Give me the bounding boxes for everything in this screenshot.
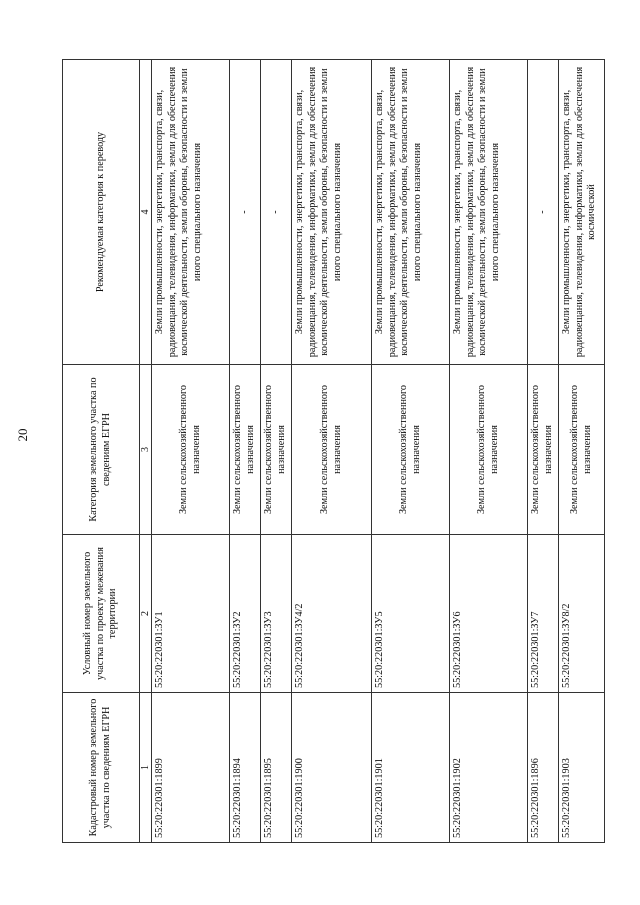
table-header-row (63, 60, 140, 843)
conditional-number-cell: 55:20:220301:ЗУ1 (152, 535, 230, 693)
conditional-number-cell: 55:20:220301:ЗУ6 (450, 535, 528, 693)
column-number: 1 (140, 693, 152, 843)
conditional-number-cell: 55:20:220301:ЗУ2 (230, 535, 261, 693)
recommended-category-cell: - (261, 60, 292, 365)
recommended-category-cell: Земли промышленности, энергетики, транспорта, связи, радиовещания, телевидения, информатики, земли для обеспечения космической деятельности, земли обороны, безопасности и земли иного специального назначения (372, 60, 450, 365)
conditional-number-cell: 55:20:220301:ЗУ7 (528, 535, 559, 693)
conditional-number-cell: 55:20:220301:ЗУ8/2 (559, 535, 605, 693)
table-row (528, 60, 559, 843)
table-row (372, 60, 450, 843)
page-number: 20 (15, 428, 30, 442)
header-cadastral-number: Кадастровый номер земельного участка по сведениям ЕГРН (63, 693, 140, 843)
conditional-number-cell: 55:20:220301:ЗУ5 (372, 535, 450, 693)
table-row (261, 60, 292, 843)
cadastral-number-cell: 55:20:220301:1899 (152, 693, 230, 843)
table-row (559, 60, 605, 843)
cadastral-number-cell: 55:20:220301:1894 (230, 693, 261, 843)
conditional-number-cell: 55:20:220301:ЗУ4/2 (292, 535, 372, 693)
land-category-table (62, 59, 605, 843)
cadastral-number-cell: 55:20:220301:1901 (372, 693, 450, 843)
header-land-category: Категория земельного участка по сведениям ЕГРН (63, 365, 140, 535)
rotated-table-wrapper (62, 60, 598, 843)
recommended-category-cell: - (230, 60, 261, 365)
table-row (230, 60, 261, 843)
land-category-cell: Земли сельскохозяйственного назначения (292, 365, 372, 535)
cadastral-number-cell: 55:20:220301:1896 (528, 693, 559, 843)
recommended-category-cell: Земли промышленности, энергетики, транспорта, связи, радиовещания, телевидения, информатики, земли для обеспечения космической деятельности, земли обороны, безопасности и земли иного специального назначения (152, 60, 230, 365)
land-category-cell: Земли сельскохозяйственного назначения (450, 365, 528, 535)
conditional-number-cell: 55:20:220301:ЗУ3 (261, 535, 292, 693)
header-conditional-number: Условный номер земельного участка по проекту межевания территории (63, 535, 140, 693)
land-category-cell: Земли сельскохозяйственного назначения (559, 365, 605, 535)
header-recommended-category: Рекомендуемая категория к переводу (63, 60, 140, 365)
column-number: 3 (140, 365, 152, 535)
column-number: 2 (140, 535, 152, 693)
table-row (450, 60, 528, 843)
land-category-cell: Земли сельскохозяйственного назначения (152, 365, 230, 535)
cadastral-number-cell: 55:20:220301:1902 (450, 693, 528, 843)
cadastral-number-cell: 55:20:220301:1895 (261, 693, 292, 843)
recommended-category-cell: Земли промышленности, энергетики, транспорта, связи, радиовещания, телевидения, информатики, земли для обеспечения космической деятельности, земли обороны, безопасности и земли иного специального назначения (450, 60, 528, 365)
column-number: 4 (140, 60, 152, 365)
land-category-cell: Земли сельскохозяйственного назначения (261, 365, 292, 535)
land-category-cell: Земли сельскохозяйственного назначения (528, 365, 559, 535)
table-row (292, 60, 372, 843)
table-row (152, 60, 230, 843)
recommended-category-cell: Земли промышленности, энергетики, транспорта, связи, радиовещания, телевидения, информатики, земли для обеспечения космической деятельности, земли обороны, безопасности и земли иного специального назначения (292, 60, 372, 365)
cadastral-number-cell: 55:20:220301:1900 (292, 693, 372, 843)
recommended-category-cell: Земли промышленности, энергетики, транспорта, связи, радиовещания, телевидения, информатики, земли для обеспечения космической (559, 60, 605, 365)
recommended-category-cell: - (528, 60, 559, 365)
column-number-row (140, 60, 152, 843)
land-category-cell: Земли сельскохозяйственного назначения (230, 365, 261, 535)
land-category-cell: Земли сельскохозяйственного назначения (372, 365, 450, 535)
cadastral-number-cell: 55:20:220301:1903 (559, 693, 605, 843)
